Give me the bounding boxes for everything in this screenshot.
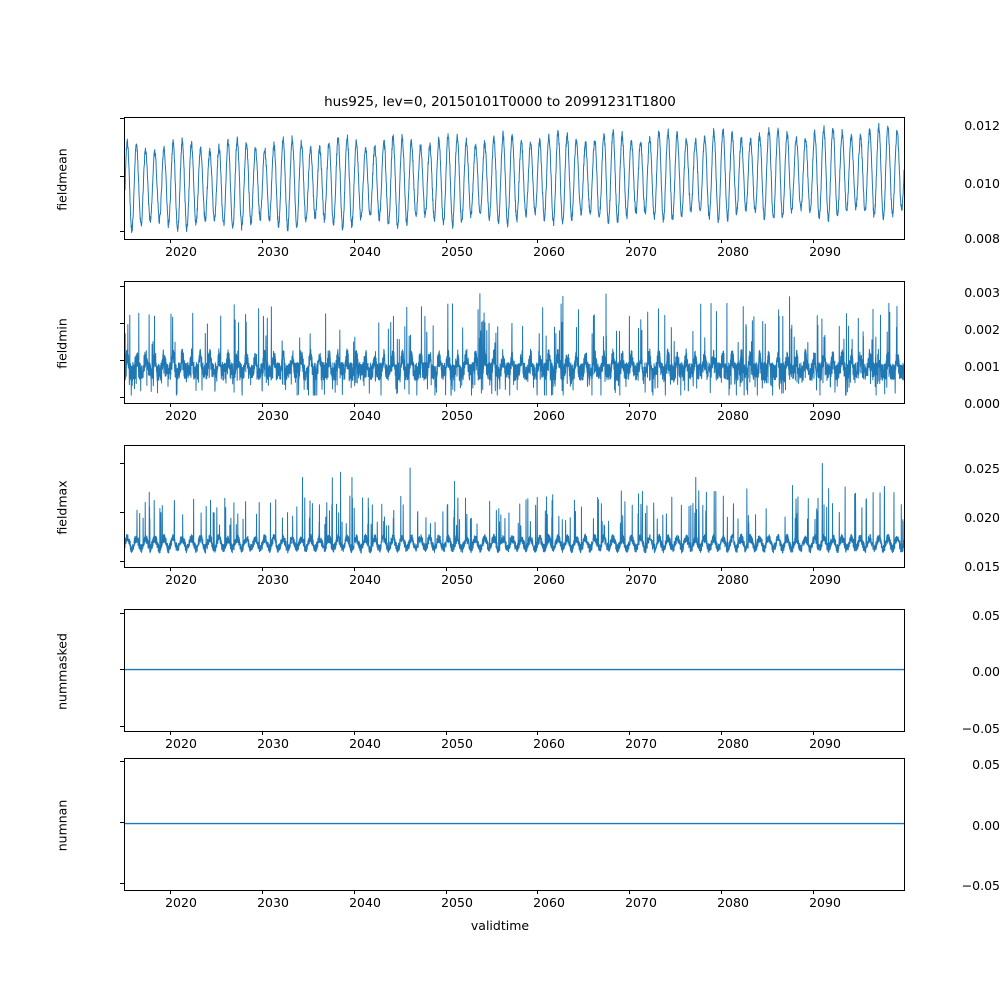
xtick-fieldmin-7: 2090: [809, 408, 841, 423]
x-tick-mark: [721, 567, 722, 571]
x-tick-mark: [721, 890, 722, 894]
ytick-nummasked-0: −0.05: [961, 721, 1000, 736]
y-tick-mark: [120, 561, 124, 562]
x-tick-mark: [813, 403, 814, 407]
x-tick-mark: [262, 731, 263, 735]
xtick-numnan-7: 2090: [809, 895, 841, 910]
axis-label-fieldmean: fieldmean: [54, 148, 70, 211]
xtick-fieldmean-2: 2040: [349, 244, 381, 259]
ytick-fieldmin-3: 0.003: [964, 285, 1000, 300]
xtick-fieldmin-0: 2020: [165, 408, 197, 423]
xtick-fieldmean-7: 2090: [809, 244, 841, 259]
xtick-nummasked-5: 2070: [625, 736, 657, 751]
x-tick-mark: [170, 239, 171, 243]
x-tick-mark: [537, 731, 538, 735]
xtick-nummasked-1: 2030: [257, 736, 289, 751]
x-tick-mark: [721, 731, 722, 735]
subplot-fieldmax: [124, 445, 905, 568]
y-tick-mark: [120, 231, 124, 232]
x-tick-mark: [813, 567, 814, 571]
xtick-numnan-3: 2050: [441, 895, 473, 910]
x-tick-mark: [721, 403, 722, 407]
figure-title: hus925, lev=0, 20150101T0000 to 20991231T1800: [324, 94, 676, 110]
ytick-fieldmin-2: 0.002: [964, 322, 1000, 337]
xtick-fieldmax-3: 2050: [441, 572, 473, 587]
plot-area-nummasked: [125, 610, 904, 731]
x-tick-mark: [537, 567, 538, 571]
x-tick-mark: [354, 567, 355, 571]
xtick-fieldmin-1: 2030: [257, 408, 289, 423]
ytick-fieldmax-2: 0.025: [964, 461, 1000, 476]
plot-area-numnan: [125, 759, 904, 890]
ytick-nummasked-2: 0.05: [972, 608, 1000, 623]
y-tick-mark: [120, 883, 124, 884]
x-tick-mark: [721, 239, 722, 243]
y-tick-mark: [120, 463, 124, 464]
ytick-fieldmin-0: 0.000: [964, 396, 1000, 411]
ytick-numnan-0: −0.05: [961, 878, 1000, 893]
ytick-numnan-2: 0.05: [972, 757, 1000, 772]
axis-label-nummasked: nummasked: [54, 633, 70, 710]
xtick-fieldmean-0: 2020: [165, 244, 197, 259]
xtick-nummasked-0: 2020: [165, 736, 197, 751]
xtick-fieldmean-3: 2050: [441, 244, 473, 259]
axis-label-validtime: validtime: [470, 918, 530, 933]
subplot-nummasked: [124, 609, 905, 732]
y-tick-mark: [120, 761, 124, 762]
xtick-numnan-6: 2080: [717, 895, 749, 910]
y-tick-mark: [120, 512, 124, 513]
subplot-numnan: [124, 758, 905, 891]
x-tick-mark: [262, 567, 263, 571]
y-tick-mark: [120, 726, 124, 727]
xtick-fieldmax-2: 2040: [349, 572, 381, 587]
subplot-fieldmin: [124, 281, 905, 404]
xtick-numnan-5: 2070: [625, 895, 657, 910]
xtick-fieldmax-4: 2060: [533, 572, 565, 587]
xtick-numnan-0: 2020: [165, 895, 197, 910]
axis-label-numnan: numnan: [54, 799, 70, 852]
x-tick-mark: [813, 890, 814, 894]
xtick-fieldmax-1: 2030: [257, 572, 289, 587]
x-tick-mark: [262, 403, 263, 407]
x-tick-mark: [813, 239, 814, 243]
x-tick-mark: [170, 567, 171, 571]
x-tick-mark: [537, 403, 538, 407]
ytick-fieldmax-1: 0.020: [964, 510, 1000, 525]
subplot-fieldmean: [124, 117, 905, 240]
xtick-fieldmean-1: 2030: [257, 244, 289, 259]
y-tick-mark: [120, 360, 124, 361]
x-tick-mark: [262, 239, 263, 243]
y-tick-mark: [120, 822, 124, 823]
x-tick-mark: [446, 890, 447, 894]
x-tick-mark: [354, 239, 355, 243]
xtick-nummasked-6: 2080: [717, 736, 749, 751]
xtick-fieldmean-5: 2070: [625, 244, 657, 259]
xtick-fieldmax-0: 2020: [165, 572, 197, 587]
plot-area-fieldmean: [125, 118, 904, 239]
xtick-nummasked-7: 2090: [809, 736, 841, 751]
ytick-fieldmin-1: 0.001: [964, 359, 1000, 374]
x-tick-mark: [446, 731, 447, 735]
xtick-fieldmax-7: 2090: [809, 572, 841, 587]
x-tick-mark: [629, 239, 630, 243]
y-tick-mark: [120, 118, 124, 119]
xtick-fieldmean-4: 2060: [533, 244, 565, 259]
axis-label-fieldmax: fieldmax: [54, 480, 70, 535]
x-tick-mark: [446, 239, 447, 243]
x-tick-mark: [629, 890, 630, 894]
x-tick-mark: [446, 567, 447, 571]
xtick-fieldmax-5: 2070: [625, 572, 657, 587]
x-tick-mark: [354, 403, 355, 407]
ytick-numnan-1: 0.00: [972, 818, 1000, 833]
x-tick-mark: [629, 567, 630, 571]
axis-label-fieldmin: fieldmin: [54, 318, 70, 369]
xtick-fieldmin-3: 2050: [441, 408, 473, 423]
x-tick-mark: [354, 731, 355, 735]
xtick-numnan-2: 2040: [349, 895, 381, 910]
xtick-numnan-1: 2030: [257, 895, 289, 910]
x-tick-mark: [170, 731, 171, 735]
xtick-fieldmax-6: 2080: [717, 572, 749, 587]
xtick-fieldmin-4: 2060: [533, 408, 565, 423]
xtick-nummasked-2: 2040: [349, 736, 381, 751]
x-tick-mark: [354, 890, 355, 894]
y-tick-mark: [120, 397, 124, 398]
ytick-nummasked-1: 0.00: [972, 664, 1000, 679]
y-tick-mark: [120, 176, 124, 177]
xtick-numnan-4: 2060: [533, 895, 565, 910]
x-tick-mark: [629, 731, 630, 735]
ytick-fieldmean-1: 0.010: [964, 176, 1000, 191]
x-tick-mark: [629, 403, 630, 407]
y-tick-mark: [120, 613, 124, 614]
xtick-fieldmin-6: 2080: [717, 408, 749, 423]
x-tick-mark: [537, 890, 538, 894]
plot-area-fieldmin: [125, 282, 904, 403]
x-tick-mark: [446, 403, 447, 407]
ytick-fieldmax-0: 0.015: [964, 559, 1000, 574]
x-tick-mark: [262, 890, 263, 894]
xtick-fieldmin-2: 2040: [349, 408, 381, 423]
xtick-nummasked-4: 2060: [533, 736, 565, 751]
xtick-nummasked-3: 2050: [441, 736, 473, 751]
plot-area-fieldmax: [125, 446, 904, 567]
x-tick-mark: [170, 890, 171, 894]
x-tick-mark: [170, 403, 171, 407]
x-tick-mark: [537, 239, 538, 243]
xtick-fieldmin-5: 2070: [625, 408, 657, 423]
x-tick-mark: [813, 731, 814, 735]
y-tick-mark: [120, 286, 124, 287]
y-tick-mark: [120, 669, 124, 670]
y-tick-mark: [120, 323, 124, 324]
ytick-fieldmean-0: 0.008: [964, 231, 1000, 246]
xtick-fieldmean-6: 2080: [717, 244, 749, 259]
ytick-fieldmean-2: 0.012: [964, 118, 1000, 133]
